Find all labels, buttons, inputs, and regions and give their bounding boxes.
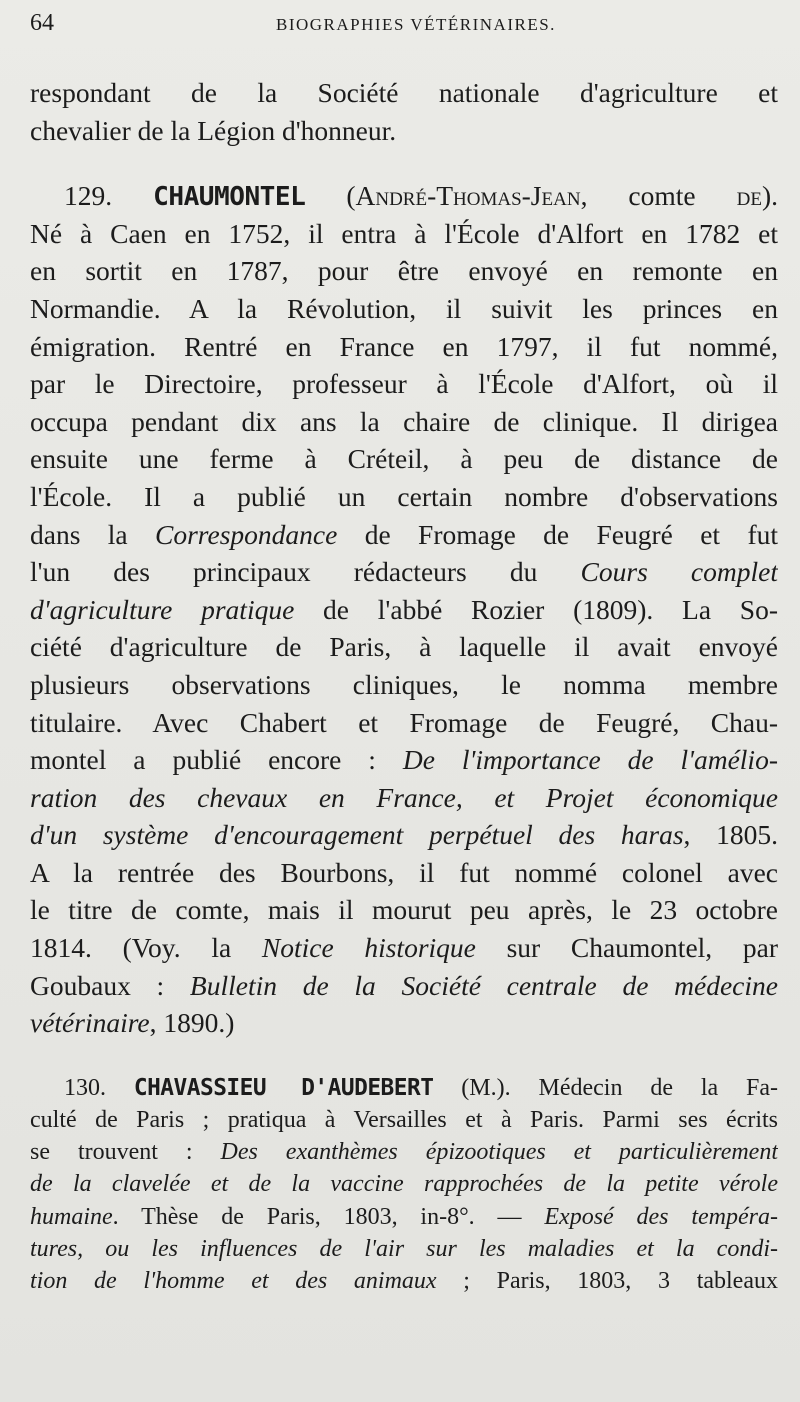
text-line xyxy=(30,112,778,150)
text-segment: Né à Caen en 1752, il entra à l'École d'Alfort en 1782 et xyxy=(30,217,778,249)
text-line xyxy=(30,177,778,215)
text-segment: Goubaux : xyxy=(30,969,190,1001)
text-line xyxy=(30,403,778,441)
text-line xyxy=(30,478,778,516)
text-segment: Bulletin de la Société centrale de médecine xyxy=(189,969,778,1001)
text-segment: A la rentrée des Bourbons, il fut nommé colonel avec xyxy=(30,856,778,888)
text-line xyxy=(30,1004,778,1042)
text-segment: respondant de la Société nationale d'agriculture et xyxy=(30,77,778,108)
running-title: BIOGRAPHIES VÉTÉRINAIRES. xyxy=(276,15,556,34)
text-line xyxy=(30,741,778,779)
text-line xyxy=(30,967,778,1005)
text-segment: (M.). Médecin de la Fa- xyxy=(433,1074,778,1101)
entry-name: CHAVASSIEU D'AUDEBERT xyxy=(133,1074,434,1101)
text-line xyxy=(30,74,778,112)
text-segment: émigration. Rentré en France en 1797, il fut nommé, xyxy=(30,330,778,362)
text-segment: vétérinaire xyxy=(30,1007,150,1039)
text-segment: culté de Paris ; pratiqua à Versailles et à Paris. Parmi ses écrits xyxy=(30,1107,778,1134)
continued-paragraph xyxy=(30,74,778,149)
text-segment: humaine xyxy=(30,1203,113,1230)
text-segment: montel a publié encore : xyxy=(30,744,403,776)
text-segment: ration des chevaux en France, et Projet économique xyxy=(30,781,778,813)
text-line xyxy=(30,1136,778,1168)
text-segment: l'École. Il a publié un certain nombre d'observations xyxy=(30,480,778,512)
text-segment: de Fromage de Feugré et fut xyxy=(337,518,778,550)
text-segment: d'un système d'encouragement perpétuel des haras xyxy=(30,819,684,851)
text-line xyxy=(30,591,778,629)
text-line xyxy=(30,704,778,742)
text-segment: . Thèse de Paris, 1803, in-8°. — xyxy=(112,1203,545,1230)
text-segment: 130. xyxy=(64,1074,134,1101)
text-line xyxy=(30,1072,778,1104)
text-line xyxy=(30,628,778,666)
text-line xyxy=(30,1201,778,1233)
text-segment: Correspondance xyxy=(155,518,338,550)
text-segment: ciété d'agriculture de Paris, à laquelle il avait envoyé xyxy=(30,631,778,663)
text-line xyxy=(30,1168,778,1200)
text-line xyxy=(30,328,778,366)
text-line xyxy=(30,816,778,854)
text-segment: chevalier de la Légion d'honneur. xyxy=(30,114,397,146)
text-line xyxy=(30,666,778,704)
text-line xyxy=(30,553,778,591)
entry-name: CHAUMONTEL xyxy=(153,182,306,213)
text-segment: Cours complet xyxy=(580,556,778,588)
text-line xyxy=(30,891,778,929)
text-line xyxy=(30,854,778,892)
text-segment: dans la xyxy=(30,518,156,550)
text-segment: , comte xyxy=(580,180,737,212)
text-segment: de xyxy=(736,180,762,212)
text-segment: occupa pendant dix ans la chaire de clinique. Il dirigea xyxy=(30,405,778,437)
text-segment: 1814. (Voy. la xyxy=(30,932,262,964)
text-segment: sur Chaumontel, par xyxy=(475,932,778,964)
text-segment: ; Paris, 1803, 3 tableaux xyxy=(436,1267,778,1294)
text-line xyxy=(30,290,778,328)
text-segment: tion de l'homme et des animaux xyxy=(30,1267,437,1294)
text-segment: l'un des principaux rédacteurs du xyxy=(30,556,581,588)
text-line xyxy=(30,1265,778,1297)
text-line xyxy=(30,440,778,478)
text-segment: Exposé des tempéra- xyxy=(544,1203,778,1230)
text-line xyxy=(30,252,778,290)
text-segment: De l'importance de l'amélio- xyxy=(402,744,778,776)
text-segment: , 1890.) xyxy=(149,1007,235,1039)
text-segment: d'agriculture pratique xyxy=(30,593,295,625)
text-segment: par le Directoire, professeur à l'École d'Alfort, où il xyxy=(30,368,778,400)
text-line xyxy=(30,929,778,967)
text-segment: Normandie. A la Révolution, il suivit les princes en xyxy=(30,292,778,324)
text-segment: en sortit en 1787, pour être envoyé en remonte en xyxy=(30,255,778,287)
text-line xyxy=(30,1104,778,1136)
text-line xyxy=(30,365,778,403)
page-header xyxy=(30,10,778,50)
text-segment: plusieurs observations cliniques, le nomma membre xyxy=(30,668,778,700)
entry-130 xyxy=(30,1072,778,1297)
text-segment: se trouvent : xyxy=(30,1139,221,1166)
text-segment: de l'abbé Rozier (1809). La So- xyxy=(294,593,778,625)
text-segment: , 1805. xyxy=(683,819,778,851)
text-segment: ( xyxy=(305,180,356,212)
text-segment: tures, ou les influences de l'air sur les maladies et la condi- xyxy=(30,1235,778,1262)
page-number: 64 xyxy=(30,10,54,36)
text-line xyxy=(30,1233,778,1265)
text-segment: le titre de comte, mais il mourut peu après, le 23 octobre xyxy=(30,894,778,926)
entry-129 xyxy=(30,177,778,1042)
text-segment: ensuite une ferme à Créteil, à peu de distance de xyxy=(30,443,778,475)
text-segment: Notice historique xyxy=(261,932,476,964)
text-line xyxy=(30,779,778,817)
text-segment: 129. xyxy=(64,180,154,212)
text-line xyxy=(30,215,778,253)
text-segment: titulaire. Avec Chabert et Fromage de Feugré, Chau- xyxy=(30,706,778,738)
text-segment: André-Thomas-Jean xyxy=(355,180,581,212)
text-segment: de la clavelée et de la vaccine rapprochées de la petite vérole xyxy=(30,1171,778,1198)
text-segment: Des exanthèmes épizootiques et particulièrement xyxy=(220,1139,778,1166)
text-segment: ). xyxy=(761,180,778,212)
text-line xyxy=(30,516,778,554)
